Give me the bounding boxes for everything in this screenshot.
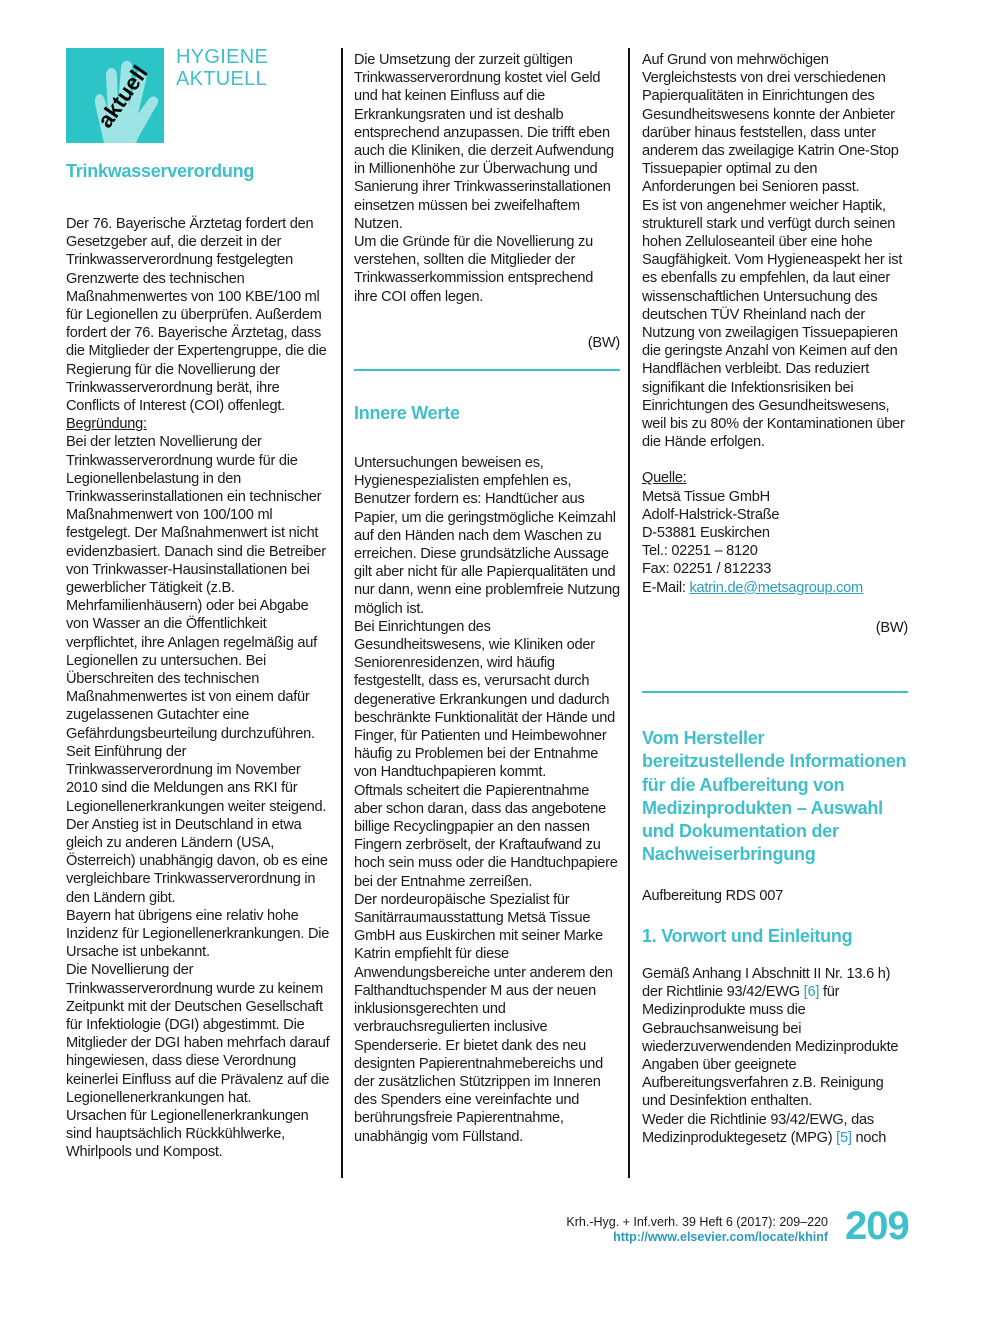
aktuell-logo — [66, 48, 164, 143]
hand-icon — [66, 48, 164, 143]
journal-url[interactable]: http://www.elsevier.com/locate/khinf — [613, 1230, 828, 1244]
paragraph: Seit Einführung der Trinkwasserverordnung im November 2010 sind die Meldungen ans RKI für Legionellenerkrankungen weiter steigend. Der Anstieg ist in Deutschland in etwa gleich zu anderen Ländern (USA, Österreich) unabhängig davon, ob es eine vergleichbare Trinkwasserverordnung in den Ländern gibt. — [66, 743, 328, 906]
paragraph: Die Umsetzung der zurzeit gültigen Trinkwasserverordnung kostet viel Geld und hat keinen Einfluss auf die Erkrankungsraten und ist deshalb entsprechend anzupassen. Die trifft eben auch die Kliniken, die derzeit Aufwendung in Millionenhöhe zur Überwachung und Sanierung ihrer Trinkwasserinstallationen einsetzen müssen bei zweifelhaftem Nutzen. — [354, 52, 614, 232]
paragraph — [642, 1111, 908, 1147]
paragraph: Es ist von angenehmer weicher Haptik, strukturell stark und verfügt durch seinen hohen Zelluloseanteil über eine hohe Saugfähigkeit. Vom Hygieneaspekt her ist es ebenfalls zu empfehlen, da laut einer wissenschaftlichen Untersuchung des deutschen TÜV Rheinland nach der Nutzung von zweilagigen Tissuepapieren die geringste Anzahl von Keimen auf den Handflächen verbleibt. Das reduziert signifikant die Infektionsrisiken bei Einrichtungen des Gesundheitswesens, weil bis zu 80% der Kontaminationen über die Hände erfolgen. — [642, 197, 905, 451]
reference-link[interactable]: [6] — [803, 984, 820, 1001]
paragraph: Um die Gründe für die Novellierung zu verstehen, sollten die Mitglieder der Trinkwasserkommission entsprechend ihre COI offen legen. — [354, 234, 594, 305]
paragraph: Die Novellierung der Trinkwasserverordnung wurde zu keinem Zeitpunkt mit der Deutschen Gesellschaft für Infektiologie (DGI) abgestimmt. Die Mitglieder der DGI haben mehrfach darauf hingewiesen, dass diese Verordnung keinerlei Einfluss auf die Prävalenz auf die Legionellenerkrankungen hat. — [66, 962, 330, 1106]
paragraph: Der nordeuropäische Spezialist für Sanitärraumausstattung Metsä Tissue GmbH aus Euskirchen mit seiner Marke Katrin empfiehlt für diese Anwendungsbereiche unter anderem den Falthandtuchspender M aus der neuen inklusionsgerechten und verbrauchsregulierten inclusive Spenderserie. Er bietet dank des neu designten Papierentnahmebereichs und der zusätzlichen Stützrippen im Inneren des Spenders eine vereinfachte und berührungsfreie Papierentnahme, unabhängig vom Füllstand. — [354, 891, 613, 1145]
source-fax: Fax: 02251 / 812233 — [642, 561, 772, 578]
journal-citation: Krh.-Hyg. + Inf.verh. 39 Heft 6 (2017): 209–220 — [566, 1215, 828, 1229]
source-email-line — [642, 579, 908, 597]
text-span: für Medizinprodukte muss die Gebrauchsanweisung bei wiederzuverwendenden Medizinprodukte Angaben über geeignete Aufbereitungsverfahren z.B. Reinigung und Desinfektion enthalten. — [642, 984, 899, 1110]
source-city: D-53881 Euskirchen — [642, 525, 770, 542]
column-divider-2 — [628, 48, 630, 1178]
text-span: noch — [855, 1129, 887, 1146]
paragraph: Oftmals scheitert die Papierentnahme aber schon daran, dass das angebotene billige Recyclingpapier an den nassen Fingern zerbröselt, der Kraftaufwand zu hoch sein muss oder die Handtuchpapiere bei der Entnahme zerreißen. — [354, 782, 618, 890]
paragraph: Untersuchungen beweisen es, Hygienespezialisten empfehlen es, Benutzer fordern es: Handtücher aus Papier, um die geringstmögliche Keimzahl auf den Händen nach dem Waschen zu erreichen. Diese grundsätzliche Aussage gilt aber nicht für alle Papierqualitäten und nur dann, wenn eine problemfreie Nutzung möglich ist. — [354, 455, 620, 617]
reference-link[interactable]: [5] — [836, 1129, 852, 1146]
email-label: E-Mail: — [642, 579, 686, 596]
source-company: Metsä Tissue GmbH — [642, 488, 770, 505]
paragraph: Bei Einrichtungen des Gesundheitswesens, wie Kliniken oder Seniorenresidenzen, wird häufig festgestellt, dass es, verursacht durch degenerative Erkrankungen und dadurch beschränkte Funktionalität der Hände und Finger, für Patienten und Heimbewohner häufig zu Problemen bei der Entnahme von Handtuchpapieren kommt. — [354, 618, 615, 781]
text-span: Gemäß Anhang I Abschnitt II Nr. 13.6 h) der Richtlinie 93/42/EWG — [642, 965, 891, 1001]
paragraph: Bei der letzten Novellierung der Trinkwasserverordnung wurde für die Legionellenbelastung in den Trinkwasserinstallationen ein technischer Maßnahmenwert von 100/100 ml festgelegt. Der Maßnahmenwert ist nicht evidenzbasiert. Danach sind die Betreiber von Trinkwasser-Hausinstallationen bei gewerblicher Tätigkeit (z.B. Mehrfamilienhäusern) oder bei Abgabe von Wasser an die Öffentlichkeit verpflichtet, ihre Anlagen regelmäßig auf Legionellen zu untersuchen. Bei Überschreiten des technischen Maßnahmenwertes ist von einem dafür zugelassenen Gutachter eine Gefährdungsbeurteilung durchzuführen. — [66, 434, 326, 742]
text-span: Weder die Richtlinie 93/42/EWG, das Medizinproduktegesetz (MPG) — [642, 1111, 874, 1146]
column-divider-1 — [341, 48, 343, 1178]
article-heading-aufbereitung: Vom Hersteller bereitzustellende Informationen für die Aufbereitung von Medizinprodukten – Auswahl und Dokumentation der Nachweiserbringung — [642, 728, 907, 865]
article-heading-innere-werte: Innere Werte — [354, 403, 460, 423]
column-2 — [354, 51, 620, 352]
article-separator — [642, 691, 908, 693]
author-sign: (BW) — [587, 334, 620, 351]
column-1 — [66, 160, 334, 1162]
paragraph: Der 76. Bayerische Ärztetag fordert den Gesetzgeber auf, die derzeit in der Trinkwasserverordnung festgelegten Grenzwerte des technischen Maßnahmenwertes von 100 KBE/100 ml für Legionellen zu überprüfen. Außerdem fordert der 76. Bayerische Ärztetag, dass die Mitglieder der Expertengruppe, die die Regierung für die Novellierung der Trinkwasserverordnung berät, ihre Conflicts of Interest (COI) offenlegt. — [66, 216, 327, 415]
section-title-line2: AKTUELL — [176, 68, 268, 90]
paragraph: Bayern hat übrigens eine relativ hohe Inzidenz für Legionellenerkrankungen. Die Ursache ist unbekannt. — [66, 907, 330, 961]
article-subtitle: Aufbereitung RDS 007 — [642, 887, 784, 904]
author-sign: (BW) — [875, 619, 908, 636]
paragraph — [642, 965, 908, 1111]
paragraph: Auf Grund von mehrwöchigen Vergleichstests von drei verschiedenen Papierqualitäten in Einrichtungen des Gesundheitswesens konnte der Anbieter darüber hinaus feststellen, dass unter anderem das zweilagige Katrin One-Stop Tissuepapier optimal zu den Anforderungen bei Senioren passt. — [642, 52, 899, 196]
source-label: Quelle: — [642, 470, 687, 487]
article-heading-trinkwasser: Trinkwasserverordung — [66, 161, 255, 181]
article-separator — [354, 369, 620, 371]
label-begruendung: Begründung: — [66, 416, 147, 433]
page-number: 209 — [845, 1204, 909, 1248]
column-3 — [642, 51, 908, 637]
section-heading-vorwort: 1. Vorwort und Einleitung — [642, 925, 853, 946]
section-title-line1: HYGIENE — [176, 46, 269, 68]
source-tel: Tel.: 02251 – 8120 — [642, 543, 758, 560]
paragraph: Ursachen für Legionellenerkrankungen sind hauptsächlich Rückkühlwerke, Whirlpools und Kompost. — [66, 1107, 309, 1161]
section-title — [176, 46, 268, 90]
column-3-article — [642, 727, 908, 1147]
badge-text: aktuell — [92, 60, 153, 133]
source-street: Adolf-Halstrick-Straße — [642, 506, 780, 523]
column-2-article — [354, 402, 620, 1146]
email-link[interactable]: katrin.de@metsagroup.com — [689, 579, 863, 596]
